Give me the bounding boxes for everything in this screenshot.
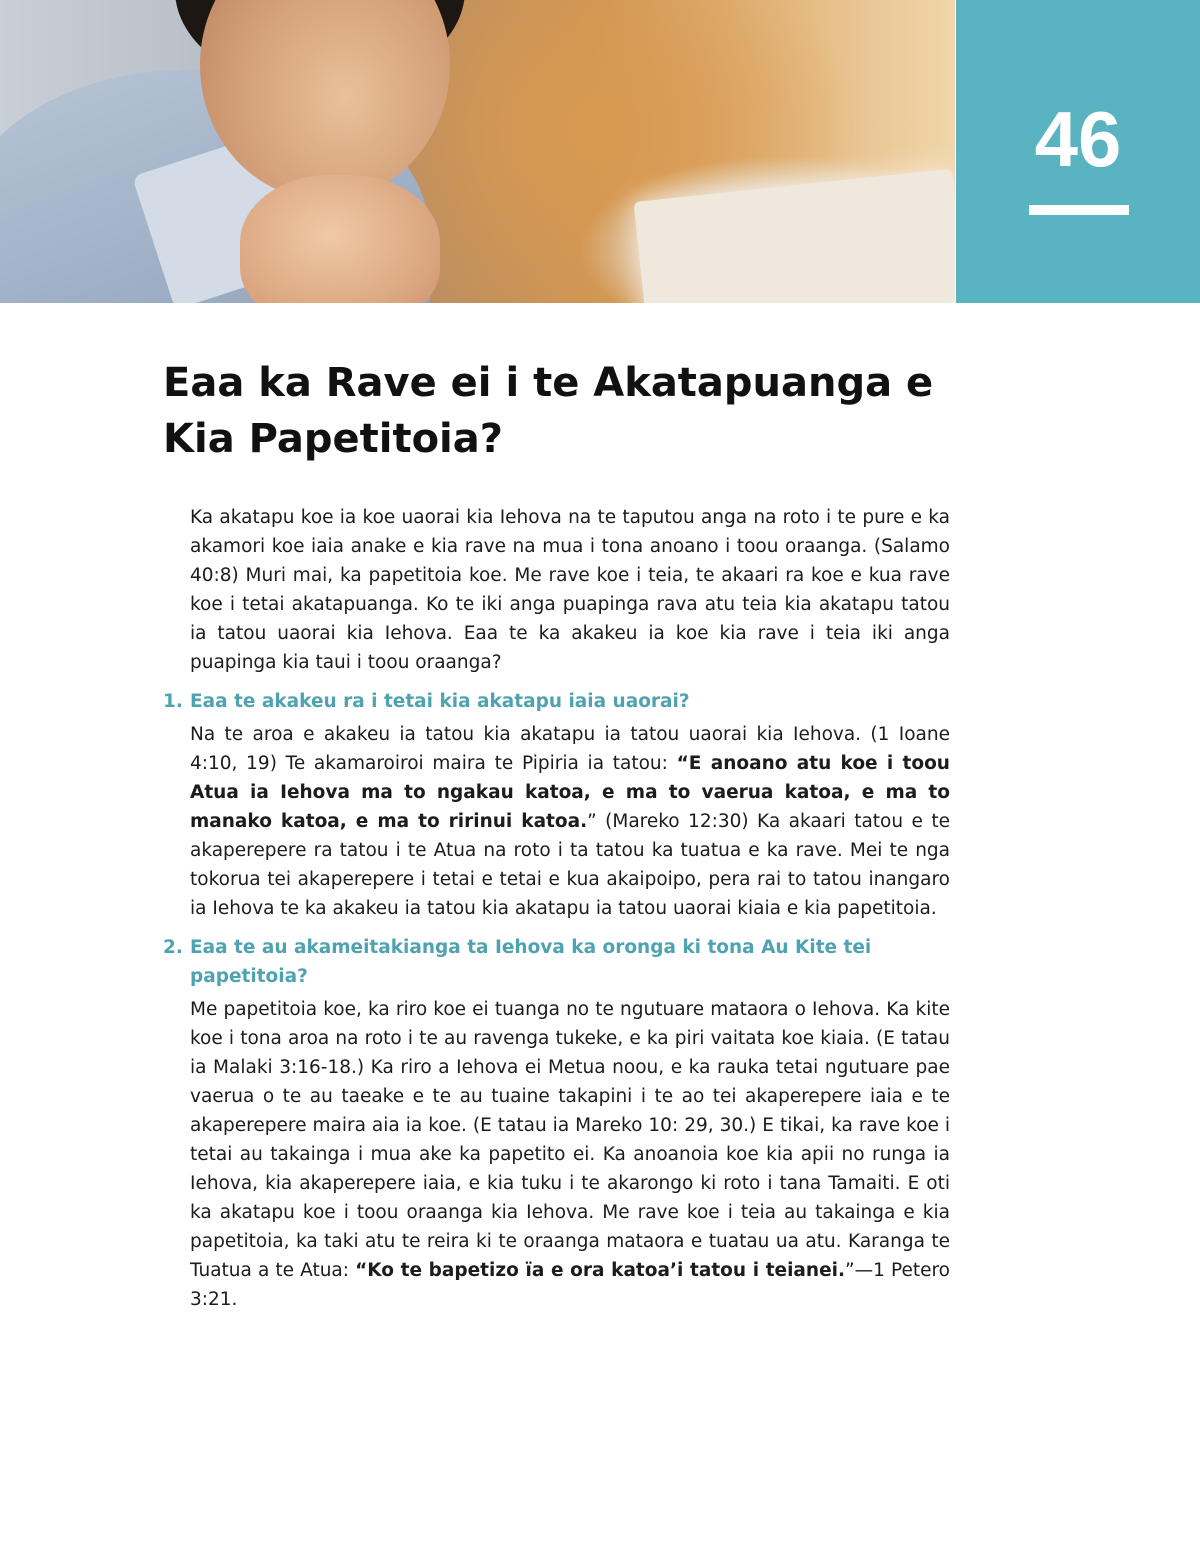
question-1-text: Eaa te akakeu ra i tetai kia akatapu iaia uaorai? xyxy=(190,691,690,712)
lesson-number-tab xyxy=(956,0,1200,303)
answer-1-text-before: Na te aroa e akakeu ia tatou kia akatapu ia tatou uaorai kia Iehova. (1 Ioane 4:10, 19) Te akamaroiroi maira te Pipiria ia tatou: xyxy=(190,724,950,774)
lesson-number: 46 xyxy=(1034,95,1122,183)
lesson-number-underline xyxy=(1029,205,1129,215)
question-2 xyxy=(163,933,953,991)
photo-book-shape xyxy=(634,169,955,303)
answer-1-quote: “E anoano atu koe i toou Atua ia Iehova ma to ngakau katoa, e ma to vaerua katoa, e ma to manako katoa, e ma to ririnui katoa. xyxy=(190,753,950,832)
photo-hands-shape xyxy=(240,175,440,303)
answer-2-paragraph xyxy=(190,995,950,1314)
page-title: Eaa ka Rave ei i te Akatapuanga e Kia Papetitoia? xyxy=(163,360,934,462)
answer-1-text-after: ” (Mareko 12:30) Ka akaari tatou e te akaperepere ra tatou i te Atua na roto i ta tatou ka tuatua e ka rave. Mei te nga tokorua tei akaperepere i tetai e tetai e kua akaipoipo, pera rai to tatou inangaro ia Iehova te ka akakeu ia tatou kia akatapu ia tatou uaorai kiaia e kia papetitoia. xyxy=(190,811,950,919)
question-1-number: 1. xyxy=(163,691,183,712)
intro-paragraph: Ka akatapu koe ia koe uaorai kia Iehova na te taputou anga na roto i te pure e ka akamori koe iaia anake e kia rave na mua i tona anoano i toou oraanga. (Salamo 40:8) Muri mai, ka papetitoia koe. Me rave koe i teia, te akaari ra koe e kua rave koe i tetai akatapuanga. Ko te iki anga puapinga rava atu teia kia akatapu tatou ia tatou uaorai kia Iehova. Eaa te ka akakeu ia koe kia rave i teia iki anga puapinga kia taui i toou oraanga? xyxy=(190,507,950,673)
answer-2-text-after: ”—1 Petero 3:21. xyxy=(190,1260,950,1310)
hero-photo-man-praying xyxy=(0,0,955,303)
answer-1-paragraph xyxy=(190,720,950,923)
article-body xyxy=(163,503,953,1314)
question-2-number: 2. xyxy=(163,937,183,958)
question-1 xyxy=(163,687,953,716)
answer-2-quote: “Ko te bapetizo ïa e ora katoa’i tatou i teianei. xyxy=(355,1260,845,1281)
answer-2-text-before: Me papetitoia koe, ka riro koe ei tuanga no te ngutuare mataora o Iehova. Ka kite koe i tona aroa na roto i te au ravenga tukeke, e ka piri vaitata koe kiaia. (E tatau ia Malaki 3:16-18.) Ka riro a Iehova ei Metua noou, e ka rauka tetai ngutuare pae vaerua o te au taeake e te au tuaine takapini i te ao tei akaperepere iaia e te akaperepere maira aia ia koe. (E tatau ia Mareko 10: 29, 30.) E tikai, ka rave koe i tetai au takainga i mua ake ka papetito ei. Ka anoanoia koe kia apii no runga ia Iehova, kia akaperepere iaia, e kia tuku i te akarongo ki roto i tana Tamaiti. E oti ka akatapu koe i toou oraanga kia Iehova. Me rave koe i teia au takainga e kia papetitoia, ka taki atu te reira ki te oraanga mataora e tuatau ua atu. Karanga te Tuatua a te Atua: xyxy=(190,999,950,1281)
question-2-text: Eaa te au akameitakianga ta Iehova ka oronga ki tona Au Kite tei papetitoia? xyxy=(190,937,872,987)
